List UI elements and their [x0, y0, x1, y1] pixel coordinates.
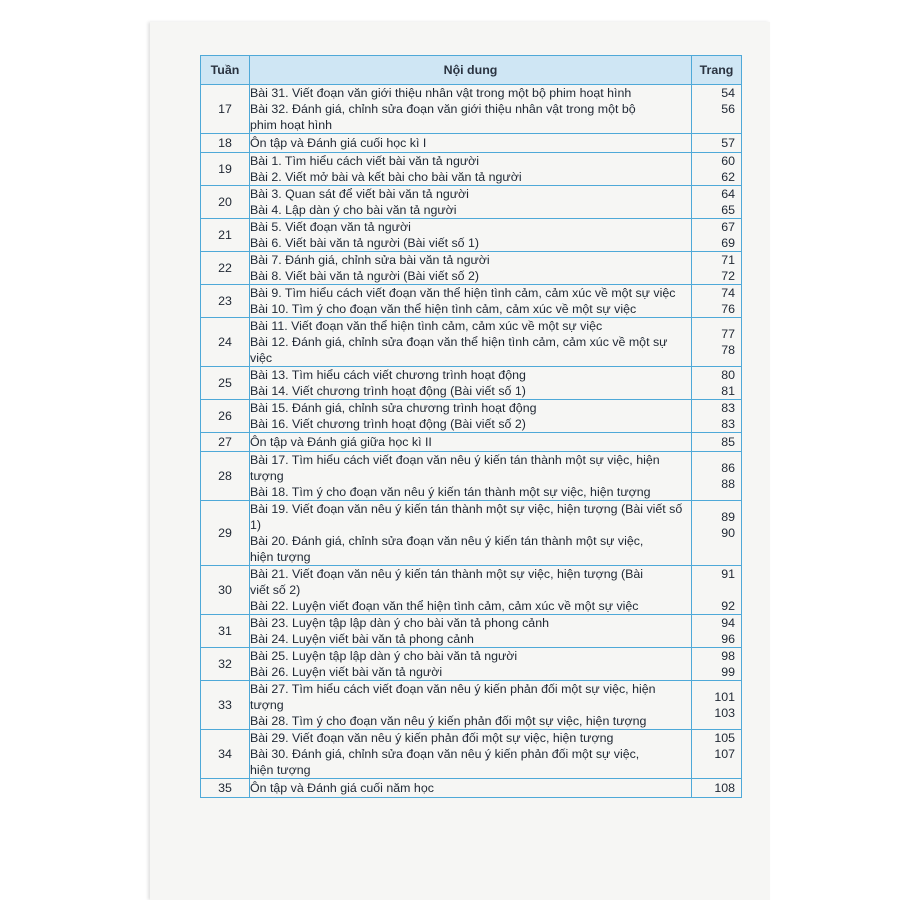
week-number: 20	[201, 186, 250, 219]
header-page: Trang	[692, 56, 742, 85]
page-numbers	[692, 153, 742, 186]
table-row	[201, 134, 742, 153]
lesson-title-line: Bài 3. Quan sát để viết bài văn tả người	[250, 187, 469, 201]
page-number: 78	[721, 343, 735, 357]
lesson-content	[250, 85, 692, 134]
page-number: 56	[721, 102, 735, 116]
lesson-content	[250, 615, 692, 648]
lesson-content	[250, 730, 692, 779]
page-number: 91	[721, 567, 735, 581]
header-week: Tuần	[201, 56, 250, 85]
table-row	[201, 501, 742, 566]
table-row	[201, 615, 742, 648]
lesson-title-line: hiện tượng	[250, 763, 311, 777]
lesson-title-line: viết số 2)	[250, 583, 301, 597]
lesson-content	[250, 318, 692, 367]
lesson-title-line: Bài 1. Tìm hiểu cách viết bài văn tả người	[250, 154, 480, 168]
lesson-title-line: Bài 9. Tìm hiểu cách viết đoạn văn thể hiện tình cảm, cảm xúc về một sự việc	[250, 286, 676, 300]
week-number: 21	[201, 219, 250, 252]
table-header-row	[201, 56, 742, 85]
page-numbers	[692, 219, 742, 252]
lesson-title-line: Bài 17. Tìm hiểu cách viết đoạn văn nêu ý kiến tán thành một sự việc, hiện tượng	[250, 453, 660, 483]
lesson-title-line: Bài 4. Lập dàn ý cho bài văn tả người	[250, 203, 457, 217]
page-number: 83	[721, 401, 735, 415]
page-number: 81	[721, 384, 735, 398]
page-number: 101	[714, 690, 735, 704]
lesson-title-line: Bài 2. Viết mở bài và kết bài cho bài văn tả người	[250, 170, 522, 184]
lesson-title-line: Bài 15. Đánh giá, chỉnh sửa chương trình hoạt động	[250, 401, 537, 415]
page-number: 74	[721, 286, 735, 300]
page-number: 105	[714, 731, 735, 745]
page-number: 54	[721, 86, 735, 100]
lesson-title-line: Bài 13. Tìm hiểu cách viết chương trình hoạt động	[250, 368, 526, 382]
table-row	[201, 566, 742, 615]
page-number: 65	[721, 203, 735, 217]
page-number: 96	[721, 632, 735, 646]
table-row	[201, 252, 742, 285]
lesson-title-line: Bài 18. Tìm ý cho đoạn văn nêu ý kiến tán thành một sự việc, hiện tượng	[250, 485, 651, 499]
page-numbers	[692, 648, 742, 681]
week-number: 22	[201, 252, 250, 285]
page-number: 57	[721, 136, 735, 150]
lesson-title-line: Bài 24. Luyện viết bài văn tả phong cảnh	[250, 632, 474, 646]
week-number: 31	[201, 615, 250, 648]
week-number: 24	[201, 318, 250, 367]
page-numbers	[692, 566, 742, 615]
header-content: Nội dung	[250, 56, 692, 85]
table-row	[201, 433, 742, 452]
lesson-title-line: Bài 14. Viết chương trình hoạt động (Bài viết số 1)	[250, 384, 526, 398]
week-number: 25	[201, 367, 250, 400]
page-number: 98	[721, 649, 735, 663]
table-row	[201, 186, 742, 219]
page-number: 103	[714, 706, 735, 720]
table-row	[201, 367, 742, 400]
page-numbers	[692, 501, 742, 566]
lesson-title-line: Bài 26. Luyện viết bài văn tả người	[250, 665, 443, 679]
lesson-title-line: hiện tượng	[250, 550, 311, 564]
lesson-title-line: Bài 21. Viết đoạn văn nêu ý kiến tán thành một sự việc, hiện tượng (Bài	[250, 567, 643, 581]
page-number: 92	[721, 599, 735, 613]
table-row	[201, 318, 742, 367]
week-number: 17	[201, 85, 250, 134]
lesson-content	[250, 252, 692, 285]
page-number: 94	[721, 616, 735, 630]
page-numbers	[692, 318, 742, 367]
lesson-title-line: Bài 11. Viết đoạn văn thể hiện tình cảm, cảm xúc về một sự việc	[250, 319, 603, 333]
table-row	[201, 779, 742, 798]
lesson-title-line: Ôn tập và Đánh giá cuối năm học	[250, 781, 434, 795]
lesson-content	[250, 400, 692, 433]
lesson-content	[250, 501, 692, 566]
week-number: 19	[201, 153, 250, 186]
week-number: 34	[201, 730, 250, 779]
lesson-title-line: Bài 12. Đánh giá, chỉnh sửa đoạn văn thể hiện tình cảm, cảm xúc về một sự việc	[250, 335, 668, 365]
lesson-title-line: Bài 20. Đánh giá, chỉnh sửa đoạn văn nêu ý kiến tán thành một sự việc,	[250, 534, 644, 548]
page-numbers	[692, 400, 742, 433]
lesson-content	[250, 186, 692, 219]
week-number: 35	[201, 779, 250, 798]
page-number: 90	[721, 526, 735, 540]
lesson-title-line: Bài 22. Luyện viết đoạn văn thể hiện tình cảm, cảm xúc về một sự việc	[250, 599, 639, 613]
week-number: 28	[201, 452, 250, 501]
lesson-title-line: Bài 19. Viết đoạn văn nêu ý kiến tán thành một sự việc, hiện tượng (Bài viết số 1)	[250, 502, 683, 532]
lesson-title-line: Bài 16. Viết chương trình hoạt động (Bài viết số 2)	[250, 417, 526, 431]
lesson-content	[250, 219, 692, 252]
lesson-content	[250, 452, 692, 501]
page-number: 72	[721, 269, 735, 283]
page-number: 85	[721, 435, 735, 449]
page-numbers	[692, 615, 742, 648]
lesson-content	[250, 134, 692, 153]
table-of-contents	[200, 55, 742, 798]
page-number: 71	[721, 253, 735, 267]
lesson-title-line: Bài 8. Viết bài văn tả người (Bài viết số 2)	[250, 269, 480, 283]
lesson-content	[250, 153, 692, 186]
page-number: 86	[721, 461, 735, 475]
lesson-content	[250, 648, 692, 681]
week-number: 30	[201, 566, 250, 615]
week-number: 18	[201, 134, 250, 153]
page-number: 89	[721, 510, 735, 524]
lesson-title-line: Bài 28. Tìm ý cho đoạn văn nêu ý kiến phản đối một sự việc, hiện tượng	[250, 714, 647, 728]
lesson-title-line: Bài 5. Viết đoạn văn tả người	[250, 220, 411, 234]
table-row	[201, 85, 742, 134]
table-row	[201, 219, 742, 252]
page-number: 77	[721, 327, 735, 341]
page-number: 64	[721, 187, 735, 201]
page-number: 80	[721, 368, 735, 382]
table-row	[201, 400, 742, 433]
lesson-title-line: Bài 31. Viết đoạn văn giới thiệu nhân vật trong một bộ phim hoạt hình	[250, 86, 632, 100]
lesson-title-line: Bài 30. Đánh giá, chỉnh sửa đoạn văn nêu ý kiến phản đối một sự việc,	[250, 747, 640, 761]
week-number: 33	[201, 681, 250, 730]
lesson-content	[250, 367, 692, 400]
page-numbers	[692, 186, 742, 219]
lesson-title-line: Bài 32. Đánh giá, chỉnh sửa đoạn văn giới thiệu nhân vật trong một bộ	[250, 102, 636, 116]
week-number: 32	[201, 648, 250, 681]
lesson-title-line: Bài 29. Viết đoạn văn nêu ý kiến phản đối một sự việc, hiện tượng	[250, 731, 614, 745]
page-numbers	[692, 285, 742, 318]
page-number: 69	[721, 236, 735, 250]
table-row	[201, 730, 742, 779]
page-number: 62	[721, 170, 735, 184]
lesson-title-line: Bài 27. Tìm hiểu cách viết đoạn văn nêu ý kiến phản đối một sự việc, hiện tượng	[250, 682, 656, 712]
lesson-content	[250, 681, 692, 730]
page-number: 60	[721, 154, 735, 168]
table-row	[201, 452, 742, 501]
lesson-title-line: Ôn tập và Đánh giá cuối học kì I	[250, 136, 427, 150]
page-numbers	[692, 452, 742, 501]
page-numbers	[692, 85, 742, 134]
page-number: 107	[714, 747, 735, 761]
table-body	[201, 85, 742, 798]
page-number: 108	[714, 781, 735, 795]
table-row	[201, 681, 742, 730]
page-numbers	[692, 134, 742, 153]
page-number: 67	[721, 220, 735, 234]
page-number: 76	[721, 302, 735, 316]
lesson-title-line: Bài 10. Tìm ý cho đoạn văn thể hiện tình cảm, cảm xúc về một sự việc	[250, 302, 637, 316]
lesson-content	[250, 285, 692, 318]
table-row	[201, 648, 742, 681]
table-row	[201, 285, 742, 318]
page-numbers	[692, 779, 742, 798]
week-number: 26	[201, 400, 250, 433]
page-number: 88	[721, 477, 735, 491]
page-numbers	[692, 252, 742, 285]
page-numbers	[692, 681, 742, 730]
week-number: 29	[201, 501, 250, 566]
lesson-content	[250, 779, 692, 798]
week-number: 23	[201, 285, 250, 318]
page-number: 83	[721, 417, 735, 431]
lesson-content	[250, 566, 692, 615]
lesson-title-line: Bài 25. Luyện tập lập dàn ý cho bài văn tả người	[250, 649, 518, 663]
lesson-title-line: phim hoạt hình	[250, 118, 332, 132]
page-numbers	[692, 367, 742, 400]
page-numbers	[692, 730, 742, 779]
lesson-title-line: Ôn tập và Đánh giá giữa học kì II	[250, 435, 432, 449]
page-numbers	[692, 433, 742, 452]
table-row	[201, 153, 742, 186]
lesson-title-line: Bài 6. Viết bài văn tả người (Bài viết số 1)	[250, 236, 480, 250]
page-number: 99	[721, 665, 735, 679]
lesson-title-line: Bài 7. Đánh giá, chỉnh sửa bài văn tả người	[250, 253, 490, 267]
lesson-title-line: Bài 23. Luyện tập lập dàn ý cho bài văn tả phong cảnh	[250, 616, 549, 630]
week-number: 27	[201, 433, 250, 452]
lesson-content	[250, 433, 692, 452]
